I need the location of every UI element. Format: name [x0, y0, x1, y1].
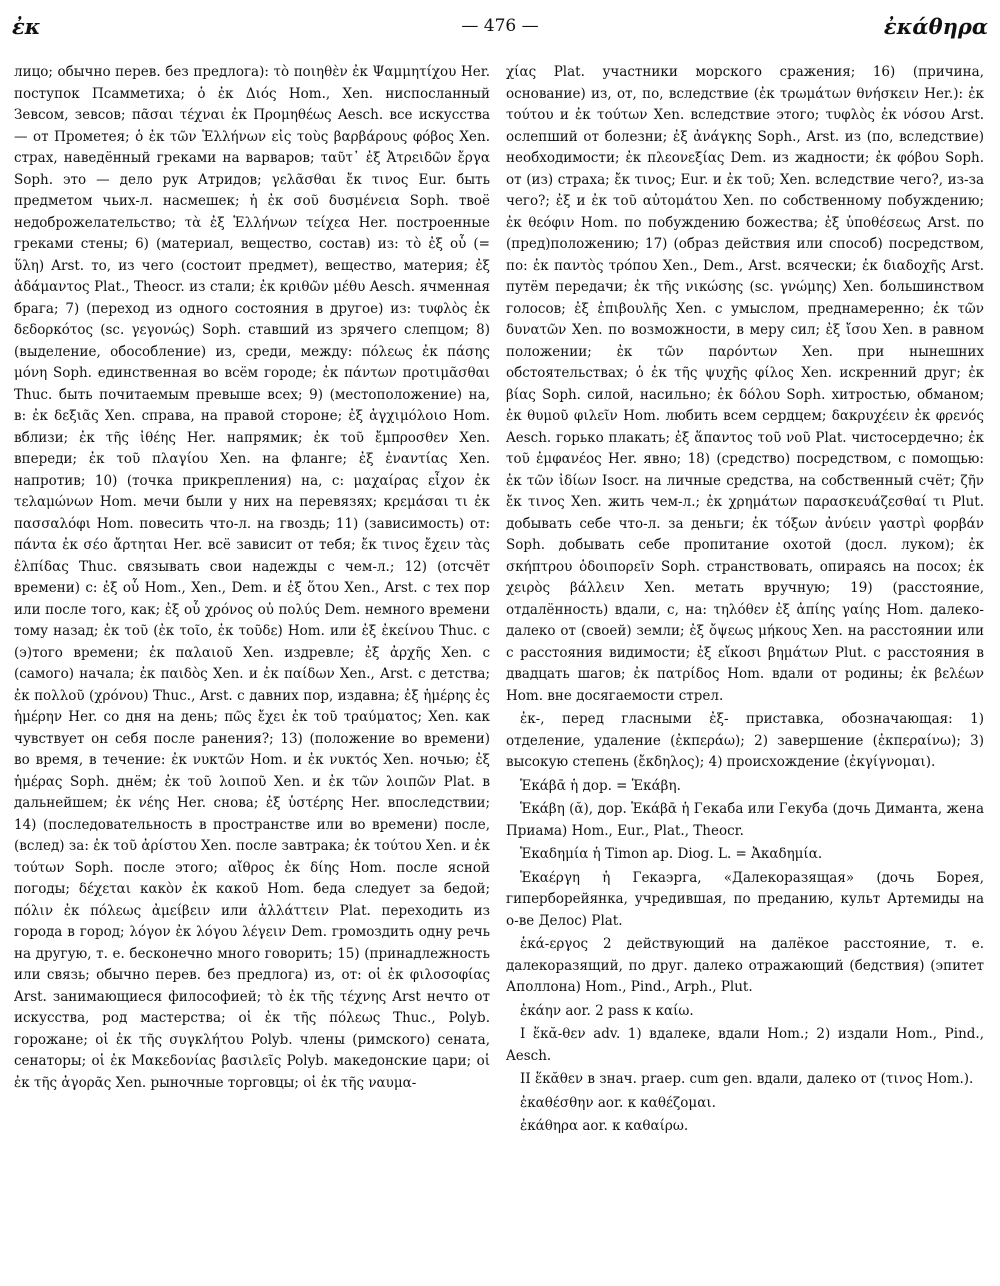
entry-hekabe: Ἑκάβη (ᾰ), дор. Ἑκάβᾱ ἡ Гекаба или Гекуба (дочь Диманта, жена Приама) Hom., Eur., Plat., Theocr. [506, 801, 984, 839]
header-left-word: ἐκ [12, 14, 41, 39]
entry-hekaergos: ἑκά-εργος 2 действующий на далёкое расстояние, т. е. далекоразящий, по друг. далеко отражающий (бедствия) (эпитет Аполлона) Hom., Pind., Arph., Plut. [506, 936, 984, 995]
entry-hekaba: Ἑκάβᾱ ἡ дор. = Ἑκάβη. [520, 777, 681, 794]
entry-hekathen-2: II ἕκᾰθεν в знач. praep. cum gen. вдали, далеко от (τινος Hom.). [520, 1071, 974, 1087]
entry-ekaen: ἐκάην aor. 2 pass к καίω. [520, 1002, 694, 1019]
left-column [14, 62, 490, 1284]
header-right-word: ἐκάθηρα [883, 14, 988, 39]
entry-hekathen-1: I ἕκᾰ-θεν adv. 1) вдалеке, вдали Hom.; 2) издали Hom., Pind., Aesch. [506, 1026, 984, 1064]
entry-ek-prefix: ἐκ-, перед гласными ἐξ- приставка, обозначающая: 1) отделение, удаление (ἐκπεράω); 2) завершение (ἐκπεραίνω); 3) высокую степень (ἔκδηλος); 4) происхождение (ἐκγίγνομαι). [506, 711, 984, 770]
page-number: — 476 — [461, 16, 539, 36]
page-header [12, 14, 988, 44]
entry-continuation: лицо; обычно перев. без предлога): τὸ ποιηθὲν ἐκ Ψαμμητίχου Her. поступок Псамметиха; ὁ ἐκ Διός Hom., Xen. ниспосланный Зевсом, зевсов; πᾶσαι τέχναι ἐκ Προμηθέως Aesch. все искусства — от Прометея; ὁ ἐκ τῶν Ἑλλήνων εἰς τοὺς βαρβάρους φόβος Xen. страх, наведённый греками на варваров; ταῦτ᾽ ἐξ Ἀτρειδῶν ἔργα Soph. это — дело рук Атридов; γελᾶσθαι ἔκ τινος Eur. быть предметом чьих-л. насмешек; ἡ ἐκ σοῦ δυσμένεια Soph. твоё недоброжелательство; τὰ ἐξ Ἑλλήνων τείχεα Her. построенные греками стены; 6) (материал, вещество, состав) из: τὸ ἐξ οὗ (= ὕλη) Arst. то, из чего (состоит предмет), вещество, материя; ἐξ ἀδάμαντος Plat., Theocr. из стали; ἐκ κριθῶν μέθυ Aesch. ячменная брага; 7) (переход из одного состояния в другое) из: τυφλὸς ἐκ δεδορκότος (sc. γεγονώς) Soph. ставший из зрячего слепцом; 8) (выделение, обособление) из, среди, между: πόλεως ἐκ πάσης μόνη Soph. единственная во всём городе; ἐκ πάντων προτιμᾶσθαι Thuc. быть почитаемым превыше всех; 9) (местоположение) на, в: ἐκ δεξιᾶς Xen. справа, на правой стороне; ἐξ ἀγχιμόλοιο Hom. вблизи; ἐκ τῆς ἰθέης Her. напрямик; ἐκ τοῦ ἔμπροσθεν Xen. впереди; ἐκ τοῦ πλαγίου Xen. на фланге; ἐξ ἐναντίας Xen. напротив; 10) (точка прикрепления) на, с: μαχαίρας εἶχον ἐκ τελαμώνων Hom. мечи были у них на перевязях; κρεμάσαι τι ἐκ πασσαλόφι Hom. повесить что-л. на гвоздь; 11) (зависимость) от: πάντα ἐκ σέο ἄρτηται Her. всё зависит от тебя; ἔκ τινος ἔχειν τὰς ἐλπίδας Thuc. связывать свои надежды с чем-л.; 12) (отсчёт времени) с: ἐξ οὗ Hom., Xen., Dem. и ἐξ ὅτου Xen., Arst. с тех пор или после того, как; ἐξ οὗ χρόνος οὐ πολύς Dem. немного времени тому назад; ἐκ τοῦ (ἐκ τοῖο, ἐκ τοῦδε) Hom. или ἐξ ἐκείνου Thuc. с (э)того времени; ἐκ παλαιοῦ Xen. издревле; ἐξ ἀρχῆς Xen. с (самого) начала; ἐκ παιδὸς Xen. и ἐκ παίδων Xen., Arst. с детства; ἐκ πολλοῦ (χρόνου) Thuc., Arst. с давних пор, издавна; ἐξ ἡμέρης ἐς ἡμέρην Her. со дня на день; πῶς ἔχει ἐκ τοῦ τραύματος; Xen. как чувствует он себя после ранения?; 13) (положение во времени) во время, в течение: ἐκ νυκτῶν Hom. и ἐκ νυκτός Xen. ночью; ἐξ ἡμέρας Soph. днём; ἐκ τοῦ λοιποῦ Xen. и ἐκ τῶν λοιπῶν Plat. в дальнейшем; ἐκ νέης Her. снова; ἐξ ὑστέρης Her. впоследствии; 14) (последовательность в пространстве или во времени) после, (вслед) за: ἐκ τοῦ ἀρίστου Xen. после завтрака; ἐκ τούτου Xen. и ἐκ τούτων Soph. после этого; αἴθρος ἐκ δίης Hom. после ясной погоды; δέχεται κακὸν ἐκ κακοῦ Hom. беда следует за бедой; πόλιν ἐκ πόλεως ἀμείβειν или ἀλλάττειν Plat. переходить из города в город; λόγον ἐκ λόγου λέγειν Dem. громоздить одну речь на другую, т. е. бесконечно много говорить; 15) (принадлежность или связь; обычно перев. без предлога) из, от: οἱ ἐκ φιλοσοφίας Arst. занимающиеся философией; τὸ ἐκ τῆς τέχνης Arst нечто от искусства, род мастерства; οἱ ἐκ τῆς πόλεως Thuc., Polyb. горожане; οἱ ἐκ τῆς συγκλήτου Polyb. члены (римского) сената, сенаторы; οἱ ἐκ Μακεδονίας βασιλεῖς Polyb. македонские цари; οἱ ἐκ τῆς ἀγορᾶς Xen. рыночные торговцы; οἱ ἐκ τῆς ναυμα- [14, 64, 490, 1091]
entry-ekathesthen: ἐκαθέσθην aor. к καθέζομαι. [520, 1094, 716, 1111]
entry-hekaerge: Ἑκαέργη ἡ Гекаэрга, «Далекоразящая» (дочь Борея, гиперборейянка, учредившая, по преданию, культ Артемиды на о-ве Делос) Plat. [506, 869, 984, 929]
entry-hekademia: Ἑκαδημία ἡ Timon ap. Diog. L. = Ἀκαδημία. [520, 846, 823, 862]
entry-ekathera: ἐκάθηρα aor. к καθαίρω. [520, 1118, 689, 1134]
right-column [506, 62, 984, 1284]
entry-continuation: χίας Plat. участники морского сражения; 16) (причина, основание) из, от, по, вследствие (ἐκ τρωμάτων θνήσκειν Her.): ἐκ τούτου и ἐκ τούτων Xen. вследствие этого; τυφλὸς ἐκ νόσου Arst. ослепший от болезни; ἐξ ἀνάγκης Soph., Arst. из (по, вследствие) необходимости; ἐκ πλεονεξίας Dem. из жадности; ἐκ φόβου Soph. от (из) страха; ἔκ τινος; Eur. и ἐκ τοῦ; Xen. вследствие чего?, из-за чего?; ἐξ и ἐκ τοῦ αὐτομάτου Xen. по собственному побуждению; ἐκ θεόφιν Hom. по побуждению божества; ἐξ ὑποθέσεως Arst. по (пред)положению; 17) (образ действия или способ) посредством, по: ἐκ παντὸς τρόπου Xen., Dem., Arst. всячески; ἐκ διαδοχῆς Arst. путём передачи; ἐκ τῆς νικώσης (sc. γνώμης) Xen. большинством голосов; ἐξ ἐπιβουλῆς Xen. с умыслом, преднамеренно; ἐκ τῶν δυνατῶν Xen. по возможности, в меру сил; ἐξ ἴσου Xen. в равном положении; ἐκ τῶν παρόντων Xen. при нынешних обстоятельствах; ὁ ἐκ τῆς ψυχῆς φίλος Xen. искренний друг; ἐκ βίας Soph. силой, насильно; ἐκ δόλου Soph. хитростью, обманом; ἐκ θυμοῦ φιλεῖν Hom. любить всем сердцем; δακρυχέειν ἐκ φρενός Aesch. горько плакать; ἐξ ἅπαντος τοῦ νοῦ Plat. чистосердечно; ἐκ τοῦ ἐμφανέος Her. явно; 18) (средство) посредством, с помощью: ἐκ τῶν ἰδίων Isocr. на личные средства, на собственный счёт; ζῆν ἔκ τινος Xen. жить чем-л.; ἐκ χρημάτων παρασκευάζεσθαί τι Plut. добывать себе что-л. за деньги; ἐκ τόξων ἀνύειν γαστρὶ φορβάν Soph. добывать себе пропитание охотой (досл. луком); ἐκ σκήπτρου ὁδοιπορεῖν Soph. странствовать, опираясь на посох; ἐκ χειρὸς βάλλειν Xen. метать вручную; 19) (расстояние, отдалённость) вдали, с, на: τηλόθεν ἐξ ἀπίης γαίης Hom. далеко-далеко от (своей) земли; ἐξ ὄψεως μήκους Xen. на расстоянии или с расстояния видимости; ἐξ εἴκοσι βημάτων Plut. с расстояния в двадцать шагов; ἐκ πατρίδος Hom. вдали от родины; ἐκ βελέων Hom. вне досягаемости стрел. [506, 64, 984, 704]
